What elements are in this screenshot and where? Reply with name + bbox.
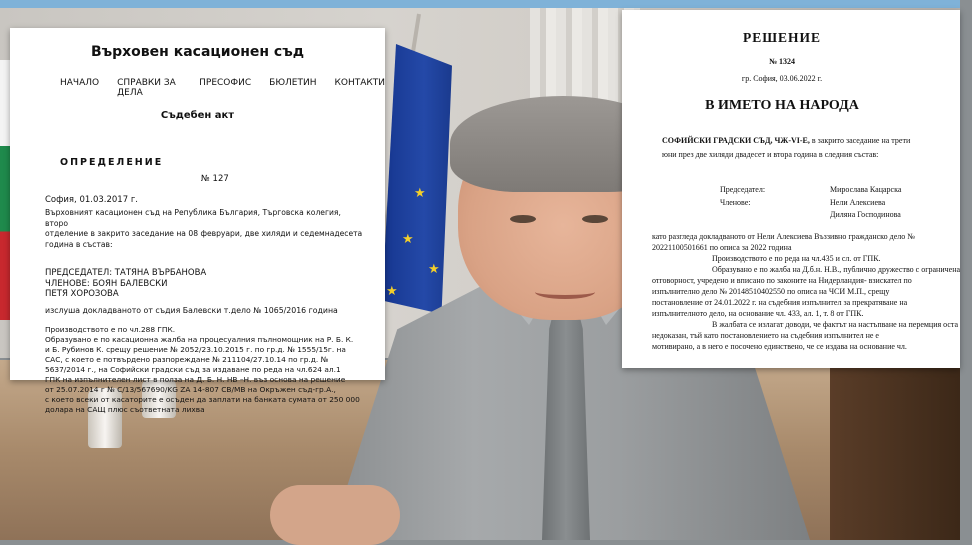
judicial-panel: [45, 268, 206, 300]
panel-role: [720, 209, 830, 222]
nav-item-home[interactable]: НАЧАЛО: [60, 78, 100, 88]
body-line: от 25.07.2014 г № С/13/567690/KG ZA 14-807 CB/MB на Окръжен съд-гр.А.,: [45, 385, 336, 394]
court-ruling-document-left: [10, 28, 385, 414]
intro-line: юни през две хиляди двадесет и втора година в следния състав:: [662, 150, 879, 159]
body-line: Образувано е по жалба на Д.б.н. Н.В., публично дружество с ограничена: [712, 265, 961, 274]
intro-rest: в закрито заседание на трети: [809, 136, 911, 145]
panel-name: Мирослава Кацарска: [830, 185, 902, 194]
intro-line: отделение в закрито заседание на 08 февруари, две хиляди и седемнадесета: [45, 229, 363, 238]
top-strip: [0, 0, 960, 8]
star-icon: ★: [414, 185, 426, 200]
intro-line: Върховният касационен съд на Република България, Търговска колегия, второ: [45, 208, 341, 228]
panel-role: Председател:: [720, 185, 766, 194]
nav-item-case-lookup[interactable]: СПРАВКИ ЗА ДЕЛА: [117, 78, 176, 98]
body-line: недоказан, тъй като постановлението на съдебния изпълнител не е: [652, 331, 879, 340]
star-icon: ★: [386, 283, 398, 298]
body-line: 5637/2014 г., на Софийски градски съд за издаване по реда на чл.624 ал.1: [45, 365, 341, 374]
body-line: долара на САЩ плюс съответната лихва: [45, 405, 205, 414]
document-date: София, 01.03.2017 г.: [45, 195, 138, 205]
body-line: мотивирано, а в него е посочено единствено, че се издава на основание чл.: [652, 342, 907, 351]
intro-line: година в състав:: [45, 239, 113, 249]
court-name: Върховен касационен съд: [90, 44, 305, 60]
eye: [582, 215, 608, 223]
report-line: изслуша докладваното от съдия Балевски т.дело № 1065/2016 година: [45, 306, 338, 315]
decision-date: гр. София, 03.06.2022 г.: [741, 74, 823, 83]
body-line: Образувано е по касационна жалба на процесуалния пълномощник на Р. Б. К.: [45, 335, 354, 344]
document-intro: [45, 208, 365, 250]
body-line: и Б. Рубинов К. срещу решение № 2052/23.10.2015 г. по гр.д. № 1555/15г. на: [45, 345, 346, 354]
body-line: САС, с което е потвърдено разпореждане № 211104/27.10.14 по гр.д. №: [45, 355, 329, 364]
panel-chair: ПРЕДСЕДАТЕЛ: ТАТЯНА ВЪРБАНОВА: [45, 268, 207, 278]
decision-title: РЕШЕНИЕ: [742, 30, 822, 45]
nav-item-contacts[interactable]: КОНТАКТИ: [334, 78, 385, 88]
panel-member: ЧЛЕНОВЕ: БОЯН БАЛЕВСКИ: [45, 278, 168, 289]
panel-role: Членове:: [720, 197, 751, 207]
eye: [510, 215, 536, 223]
document-number: № 127: [201, 174, 229, 184]
document-body: [45, 325, 375, 415]
body-line: с което всеки от касаторите е осъден да заплати на банката сумата от 250 000: [45, 395, 360, 404]
court-decision-document-right: [622, 10, 960, 368]
body-line: 20221100501661 по описа за 2022 година: [652, 243, 792, 252]
body-line: като разгледа докладваното от Нели Алексиева Въззивно гражданско дело №: [652, 232, 915, 241]
body-line: В жалбата се излагат доводи, че фактът на настъпване на перемция оста: [712, 320, 959, 329]
chair: [830, 360, 960, 540]
panel-member: ПЕТЯ ХОРОЗОВА: [45, 289, 119, 299]
decision-intro: [662, 134, 962, 162]
document-heading: ОПРЕДЕЛЕНИЕ: [60, 157, 164, 168]
smile: [535, 285, 595, 299]
tie: [542, 300, 590, 540]
nav-item-press-office[interactable]: ПРЕСОФИС: [199, 78, 252, 88]
star-icon: ★: [428, 261, 440, 276]
hand: [270, 485, 400, 545]
body-line: Производството е по реда на чл.435 и сл. от ГПК.: [712, 254, 881, 263]
document-subtitle: Съдебен акт: [160, 110, 235, 121]
panel-name: Диляна Господинова: [830, 210, 901, 219]
panel-name: Нели Алексиева: [830, 197, 886, 207]
nav-item-bulletin[interactable]: БЮЛЕТИН: [269, 78, 317, 88]
decision-heading: В ИМЕТО НА НАРОДА: [705, 98, 859, 113]
decision-body: [652, 231, 972, 352]
court-name-bold: СОФИЙСКИ ГРАДСКИ СЪД, ЧЖ-VI-Е,: [662, 136, 810, 145]
body-line: Производството е по чл.288 ГПК.: [45, 325, 176, 334]
body-line: изпълнително дело № 20148510402550 по описа на ЧСИ М.П., срещу: [652, 287, 890, 296]
decision-panel: [720, 184, 901, 222]
body-line: ГПК на изпълнителен лист в полза на Д. Б. Н. НВ –Н. въз основа на решение: [45, 375, 346, 384]
body-line: изпълнителното дело, на основание чл. 433, ал. 1, т. 8 от ГПК.: [652, 309, 864, 318]
body-line: отговорност, учредено и вписано по законите на Нидерландия- взискател по: [652, 276, 912, 285]
body-line: постановление от 24.01.2022 г. на съдебния изпълнител за прекратяване на: [652, 298, 908, 307]
decision-number: № 1324: [768, 57, 796, 66]
star-icon: ★: [402, 231, 414, 246]
site-nav: [60, 78, 385, 98]
